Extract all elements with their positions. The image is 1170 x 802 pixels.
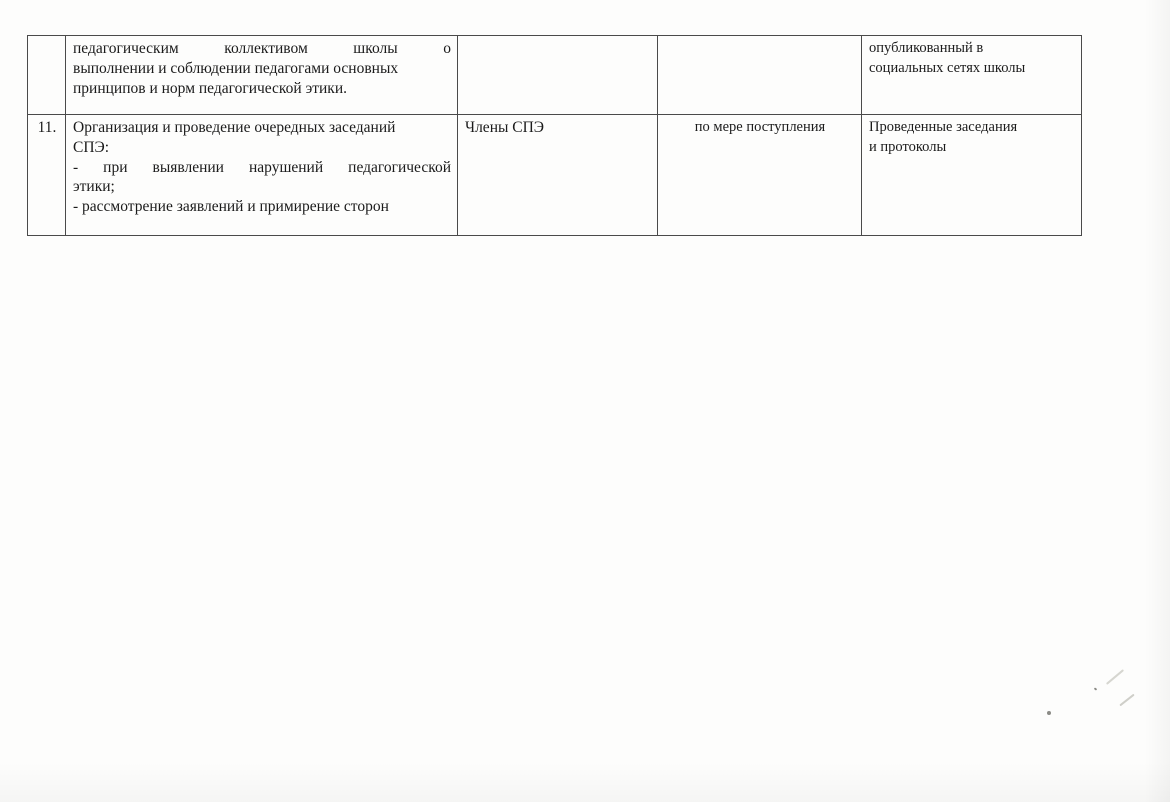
description-line: - при выявлении нарушений педагогической [73, 158, 451, 176]
description-line: выполнении и соблюдении педагогами основных [73, 59, 399, 77]
cell-row-number: 11. [28, 115, 66, 236]
table-row [28, 115, 1082, 236]
cell-result [862, 115, 1082, 236]
description-line: Организация и проведение очередных заседаний [73, 119, 396, 136]
result-line: Проведенные заседания [869, 119, 1018, 135]
description-line: СПЭ: [73, 138, 110, 156]
cell-description [66, 115, 458, 236]
description-line: принципов и норм педагогической этики. [73, 79, 348, 97]
cell-description [66, 36, 458, 115]
description-line: - рассмотрение заявлений и примирение сторон [73, 198, 389, 216]
table-row [28, 36, 1082, 115]
result-line: и протоколы [869, 138, 947, 155]
document-table [27, 35, 1082, 236]
description-line: педагогическим коллективом школы о [73, 40, 451, 57]
cell-deadline [658, 36, 862, 115]
cell-responsible [458, 36, 658, 115]
cell-responsible: Члены СПЭ [458, 115, 658, 236]
cell-result [862, 36, 1082, 115]
description-line: этики; [73, 178, 115, 196]
result-line: социальных сетях школы [869, 59, 1026, 76]
cell-deadline: по мере поступления [658, 115, 862, 236]
cell-row-number [28, 36, 66, 115]
result-line: опубликованный в [869, 40, 984, 56]
